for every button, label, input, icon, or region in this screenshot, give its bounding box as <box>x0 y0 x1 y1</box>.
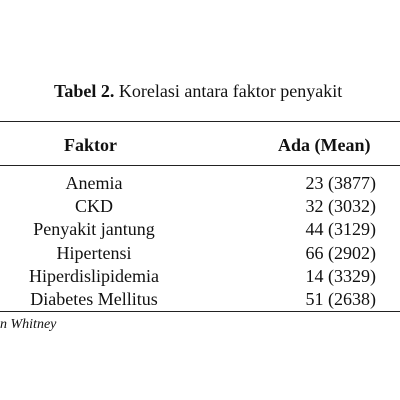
table-body <box>0 172 400 311</box>
faktor-cell: Diabetes Mellitus <box>30 288 158 309</box>
table-row <box>0 218 400 241</box>
ada-mean-cell: 14 (3329) <box>305 265 376 286</box>
faktor-cell: CKD <box>74 196 113 217</box>
table-row <box>0 172 400 195</box>
table-row <box>0 265 400 288</box>
faktor-cell: Penyakit jantung <box>33 219 155 240</box>
table-header-rule <box>0 165 400 166</box>
table-caption-label: Tabel 2. <box>54 81 115 101</box>
ada-mean-cell: 51 (2638) <box>305 288 376 309</box>
faktor-cell: Hiperdislipidemia <box>29 265 159 286</box>
ada-mean-cell: 66 (2902) <box>305 242 376 263</box>
column-header-faktor: Faktor <box>64 135 117 155</box>
table-footnote: n Whitney <box>0 317 57 332</box>
ada-mean-cell: 23 (3877) <box>305 173 376 193</box>
table-top-rule <box>0 121 400 122</box>
faktor-cell: Hipertensi <box>56 242 132 263</box>
table-row <box>0 195 400 218</box>
table-caption-text: Korelasi antara faktor penyakit <box>114 81 343 101</box>
column-header-ada-mean: Ada (Mean) <box>278 135 371 155</box>
table-caption <box>54 80 342 102</box>
table-bottom-rule <box>0 311 400 312</box>
faktor-cell: Anemia <box>65 173 123 193</box>
ada-mean-cell: 32 (3032) <box>305 196 376 217</box>
ada-mean-cell: 44 (3129) <box>305 219 376 240</box>
table-row <box>0 288 400 311</box>
table-row <box>0 242 400 265</box>
